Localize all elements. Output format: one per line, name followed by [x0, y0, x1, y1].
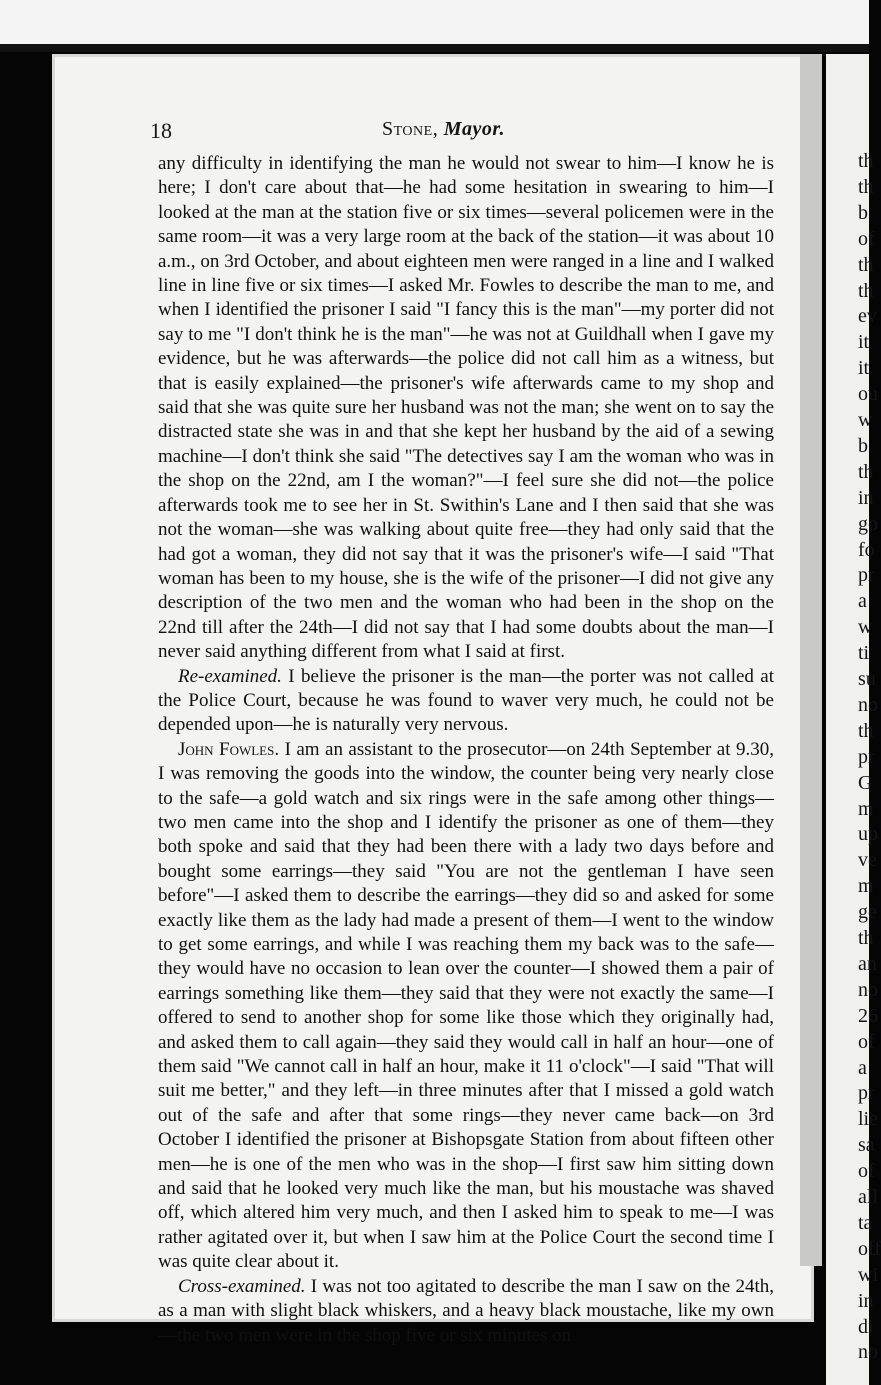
facing-page-fragment: th	[858, 253, 874, 276]
facing-page-fragment: th	[858, 460, 874, 483]
facing-page-fragment: 26	[858, 1004, 878, 1027]
facing-page-fragment: a	[858, 1056, 867, 1079]
facing-page-fragment: sa	[858, 1134, 875, 1157]
facing-page-fragment: ev	[858, 305, 877, 328]
paragraph-re-examined	[158, 665, 774, 738]
paragraph-john-fowles	[158, 738, 774, 1275]
facing-page-strip	[826, 54, 881, 1385]
running-title-name: Stone,	[382, 118, 439, 140]
facing-page-fragment: ge	[858, 901, 877, 924]
paragraph-4-text: I was not too agitated to describe the man I saw on the 24th, as a man with slight black whiskers, and a heavy black moustache, like my own—the two men were in the shop five or six minutes on	[158, 1275, 774, 1346]
facing-page-fragment: in	[858, 486, 874, 509]
facing-page-fragment: no	[858, 1341, 878, 1364]
facing-page-fragment: pr	[858, 745, 875, 768]
facing-page-fragment: of	[858, 1160, 875, 1183]
facing-page-fragment: ve	[858, 849, 877, 872]
facing-page-fragment: of	[858, 227, 875, 250]
facing-page-fragment: it	[858, 357, 870, 380]
facing-page-fragment: b	[858, 434, 868, 457]
facing-page-fragment: fo	[858, 538, 875, 561]
paragraph-lead-re-examined: Re-examined.	[178, 665, 282, 687]
facing-page-fragment: th	[858, 175, 874, 198]
facing-page-fragment: ou	[858, 383, 878, 406]
running-title	[382, 118, 505, 141]
facing-page-fragment: of	[858, 1030, 875, 1053]
facing-page-fragment: ta	[858, 1211, 873, 1234]
facing-page-fragment: su	[858, 668, 876, 690]
facing-page-fragment: all	[858, 1186, 878, 1208]
facing-page-fragment: off	[858, 1237, 881, 1260]
paragraph-lead-cross-examined: Cross-examined.	[178, 1275, 306, 1297]
page-number: 18	[150, 118, 172, 143]
facing-page-fragment: w	[858, 616, 873, 639]
facing-page-fragment: in	[858, 1289, 874, 1312]
paragraph-1-text: any difficulty in identifying the man he would not swear to him—I know he is here; I don't care about that—he had some hesitation in swearing to him—I looked at the man at the station five or six times—several policemen were in the same room—it was a very large room at the back of the station—it was about 10 a.m., on 3rd October, and about eighteen men were ranged in a line and I walked line in line five or six times—I asked Mr. Fowles to describe the man to me, and when I identified the prisoner I said "I fancy this is the man"—my porter did not say to me "I don't think he is the man"—he was not at Guildhall when I gave my evidence, but he was afterwards—the police did not call him as a witness, but that is easily explained—the prisoner's wife afterwards came to my shop and said that she was quite sure her husband was not the man; she went on to say the distracted state she was in and that she kept her husband by the aid of a sewing machine—I don't think she said "The detectives say I am the woman who was in the shop on the 22nd, am I the woman?"—I feel sure she did not—the police afterwards took me to see her in St. Swithin's Lane and I then said that she was not the woman—she was walking about quite free—they had only said that the had got a woman, they did not say that it was the prisoner's wife—I said "That woman has been to my house, she is the wife of the prisoner—I did not give any description of the two men and the woman who had been in the shop on the 22nd till after the 24th—I did not say that I had some doubts about the man—I never said anything different from what I said at first.	[158, 153, 774, 663]
facing-page-fragment: w	[858, 409, 873, 431]
facing-page-fragment: th	[858, 150, 874, 172]
scan-top-rule	[0, 44, 869, 52]
facing-page-fragment: wi	[858, 1263, 878, 1286]
facing-page-fragment: m	[858, 875, 874, 898]
facing-page-fragment: th	[858, 279, 874, 302]
facing-page-fragment: pr	[858, 564, 875, 587]
facing-page-fragment: di	[858, 1315, 874, 1338]
facing-page-fragment: lie	[858, 1108, 878, 1131]
paragraph-cross-examined	[158, 1275, 774, 1348]
facing-page-fragment: th	[858, 927, 874, 949]
facing-page-fragment: no	[858, 693, 878, 716]
paragraph-lead-witness-name: John Fowles.	[178, 738, 280, 760]
page-edge-shadow	[800, 54, 822, 1266]
facing-page-fragment: an	[858, 952, 877, 975]
facing-page-fragment: m	[858, 797, 874, 820]
facing-page-fragment: ti	[858, 642, 870, 665]
running-title-office: Mayor.	[443, 118, 506, 140]
facing-page-fragment: G	[858, 771, 873, 794]
facing-page-fragment: no	[858, 978, 878, 1001]
facing-page-fragment: up	[858, 823, 878, 846]
facing-page-fragment: th	[858, 719, 874, 742]
page-header	[150, 116, 770, 146]
facing-page-fragment: b	[858, 201, 868, 224]
paragraph-3-text: I am an assistant to the prosecutor—on 24th September at 9.30, I was removing the goods into the window, the counter being very nearly close to the safe—a gold watch and six rings were in the safe among other things—two men came into the shop and I identify the prisoner as one of them—they both spoke and said that they had been there with a lady two days before and bought some earrings—they said "You are not the gentleman I have seen before"—I asked them to describe the earrings—they did so and asked for some exactly like them as the lady had made a present of them—I went to the window to get some earrings, and while I was reaching them my back was to the safe—they would have no occasion to lean over the counter—I showed them a pair of earrings something like them—they said that they were not exactly the same—I offered to send to another shop for some like those which they originally had, and asked them to call again—they said they would call in half an hour—one of them said "We cannot call in half an hour, make it 11 o'clock"—I said "That will suit me better," and they left—in three minutes after that I missed a gold watch out of the safe and after that some rings—they never came back—on 3rd October I identified the prisoner at Bishopsgate Station from about fifteen other men—he is one of the men who was in the shop—I first saw him sitting down and said that he looked very much like the man, but his moustache was shaved off, which altered him very much, and then I asked him to speak to me—I was rather agitated over it, but when I saw him at the Police Court the second time I was quite clear about it.	[158, 738, 774, 1273]
facing-page-fragment: a	[858, 590, 867, 613]
paragraph-1	[158, 152, 774, 665]
facing-page-fragment: go	[858, 512, 878, 535]
facing-page-fragment: pr	[858, 1082, 875, 1105]
paragraph-2-text: I believe the prisoner is the man—the porter was not called at the Police Court, because he was found to waver very much, he could not be depended upon—he is naturally very nervous.	[158, 665, 775, 736]
facing-page-fragment: it	[858, 331, 870, 354]
scan-top-margin	[0, 0, 869, 48]
body-text	[158, 152, 774, 1348]
